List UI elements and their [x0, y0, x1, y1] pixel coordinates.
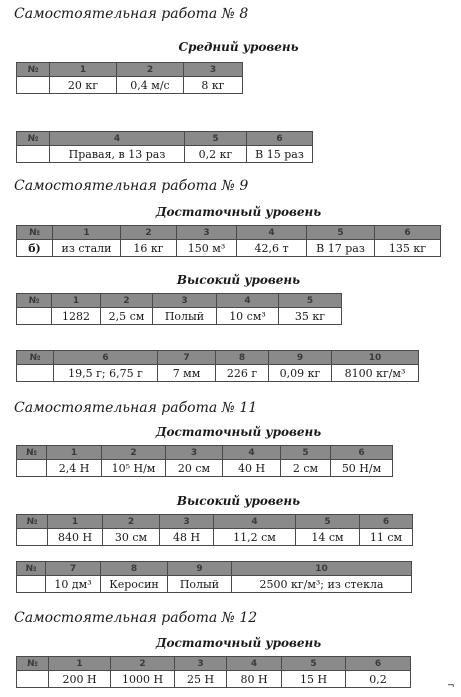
header-cell: 5 — [307, 226, 375, 240]
answer-table-9 — [16, 656, 411, 688]
header-cell: № — [17, 657, 49, 671]
value-cell: 150 м³ — [177, 240, 237, 257]
value-cell: из стали — [53, 240, 121, 257]
value-cell: 11,2 см — [214, 529, 296, 546]
value-cell — [17, 365, 54, 382]
answer-table-2 — [16, 131, 313, 163]
value-cell: 0,2 кг — [185, 146, 247, 163]
value-cell: 135 кг — [375, 240, 441, 257]
value-cell: 1000 Н — [111, 671, 175, 688]
corner-mark: ¬ — [447, 681, 455, 691]
value-cell: 226 г — [216, 365, 269, 382]
header-cell: 5 — [185, 132, 247, 146]
level-heading-sufficient: Достаточный уровень — [155, 425, 322, 439]
header-cell: 1 — [47, 446, 102, 460]
header-cell: 8 — [101, 562, 168, 576]
value-cell: 2,4 Н — [47, 460, 102, 477]
value-cell: 25 Н — [175, 671, 227, 688]
header-cell: 2 — [103, 515, 160, 529]
value-cell — [17, 460, 47, 477]
answer-table-6 — [16, 445, 393, 477]
value-cell: 1282 — [52, 308, 101, 325]
value-cell: 11 см — [360, 529, 413, 546]
header-cell: 3 — [177, 226, 237, 240]
value-cell: В 15 раз — [247, 146, 313, 163]
header-cell: 6 — [54, 351, 158, 365]
value-cell — [17, 308, 52, 325]
answer-table-1 — [16, 62, 243, 94]
header-cell: 1 — [52, 294, 101, 308]
value-cell: 42,6 т — [237, 240, 307, 257]
level-heading-average: Средний уровень — [178, 40, 299, 54]
level-heading-sufficient: Достаточный уровень — [155, 205, 322, 219]
header-cell: № — [17, 562, 46, 576]
header-cell: 1 — [53, 226, 121, 240]
header-cell: 4 — [50, 132, 185, 146]
value-cell: 840 Н — [48, 529, 103, 546]
value-cell: 15 Н — [282, 671, 346, 688]
level-heading-sufficient: Достаточный уровень — [155, 636, 322, 650]
header-cell: 5 — [296, 515, 360, 529]
value-cell: 7 мм — [158, 365, 216, 382]
value-cell: 50 Н/м — [331, 460, 393, 477]
value-cell: 10 см³ — [217, 308, 279, 325]
value-cell: 19,5 г; 6,75 г — [54, 365, 158, 382]
header-cell: 2 — [121, 226, 177, 240]
value-cell: 2500 кг/м³; из стекла — [232, 576, 412, 593]
value-cell: 0,4 м/с — [117, 77, 184, 94]
header-cell: 4 — [237, 226, 307, 240]
value-cell: б) — [17, 240, 53, 257]
header-cell: 4 — [227, 657, 282, 671]
value-cell — [17, 529, 48, 546]
value-cell: 14 см — [296, 529, 360, 546]
header-cell: 1 — [48, 515, 103, 529]
header-cell: 1 — [49, 657, 111, 671]
value-cell: Керосин — [101, 576, 168, 593]
answer-table-8 — [16, 561, 412, 593]
value-cell: 20 см — [166, 460, 223, 477]
header-cell: 7 — [46, 562, 101, 576]
value-cell: 48 Н — [160, 529, 214, 546]
value-cell: 16 кг — [121, 240, 177, 257]
header-cell: 5 — [282, 657, 346, 671]
header-cell: 7 — [158, 351, 216, 365]
value-cell: 20 кг — [50, 77, 117, 94]
header-cell: 4 — [223, 446, 281, 460]
value-cell: 200 Н — [49, 671, 111, 688]
value-cell: 8 кг — [184, 77, 243, 94]
header-cell: 10 — [232, 562, 412, 576]
header-cell: 3 — [184, 63, 243, 77]
value-cell: 40 Н — [223, 460, 281, 477]
value-cell: 35 кг — [279, 308, 342, 325]
header-cell: 6 — [360, 515, 413, 529]
value-cell: 0,2 — [346, 671, 411, 688]
value-cell — [17, 146, 50, 163]
header-cell: 9 — [269, 351, 332, 365]
header-cell: № — [17, 515, 48, 529]
section-title-12: Самостоятельная работа № 12 — [14, 610, 258, 626]
answer-table-7 — [16, 514, 413, 546]
header-cell: 5 — [281, 446, 331, 460]
header-cell: 4 — [217, 294, 279, 308]
header-cell: 6 — [331, 446, 393, 460]
header-cell: 5 — [279, 294, 342, 308]
header-cell: 6 — [346, 657, 411, 671]
value-cell: 30 см — [103, 529, 160, 546]
header-cell: 8 — [216, 351, 269, 365]
value-cell: 0,09 кг — [269, 365, 332, 382]
section-title-8: Самостоятельная работа № 8 — [14, 6, 249, 22]
header-cell: 2 — [111, 657, 175, 671]
header-cell: № — [17, 446, 47, 460]
section-title-9: Самостоятельная работа № 9 — [14, 178, 249, 194]
header-cell: 3 — [160, 515, 214, 529]
header-cell: 2 — [117, 63, 184, 77]
answer-table-5 — [16, 350, 419, 382]
value-cell — [17, 77, 50, 94]
answer-table-3 — [16, 225, 441, 257]
header-cell: 3 — [175, 657, 227, 671]
header-cell: 6 — [375, 226, 441, 240]
header-cell: 3 — [153, 294, 217, 308]
value-cell: 10 дм³ — [46, 576, 101, 593]
header-cell: № — [17, 294, 52, 308]
level-heading-high: Высокий уровень — [176, 494, 301, 508]
header-cell: 1 — [50, 63, 117, 77]
value-cell — [17, 576, 46, 593]
header-cell: 10 — [332, 351, 419, 365]
header-cell: 2 — [102, 446, 166, 460]
header-cell: 6 — [247, 132, 313, 146]
value-cell: Правая, в 13 раз — [50, 146, 185, 163]
level-heading-high: Высокий уровень — [176, 273, 301, 287]
header-cell: № — [17, 226, 53, 240]
value-cell: 2,5 см — [101, 308, 153, 325]
header-cell: 4 — [214, 515, 296, 529]
header-cell: 9 — [168, 562, 232, 576]
header-cell: № — [17, 63, 50, 77]
value-cell: Полый — [168, 576, 232, 593]
section-title-11: Самостоятельная работа № 11 — [14, 400, 258, 416]
value-cell: Полый — [153, 308, 217, 325]
value-cell: 2 см — [281, 460, 331, 477]
header-cell: № — [17, 351, 54, 365]
answer-table-4 — [16, 293, 342, 325]
header-cell: 3 — [166, 446, 223, 460]
header-cell: № — [17, 132, 50, 146]
value-cell — [17, 671, 49, 688]
header-cell: 2 — [101, 294, 153, 308]
value-cell: 8100 кг/м³ — [332, 365, 419, 382]
value-cell: 10⁵ Н/м — [102, 460, 166, 477]
value-cell: В 17 раз — [307, 240, 375, 257]
value-cell: 80 Н — [227, 671, 282, 688]
